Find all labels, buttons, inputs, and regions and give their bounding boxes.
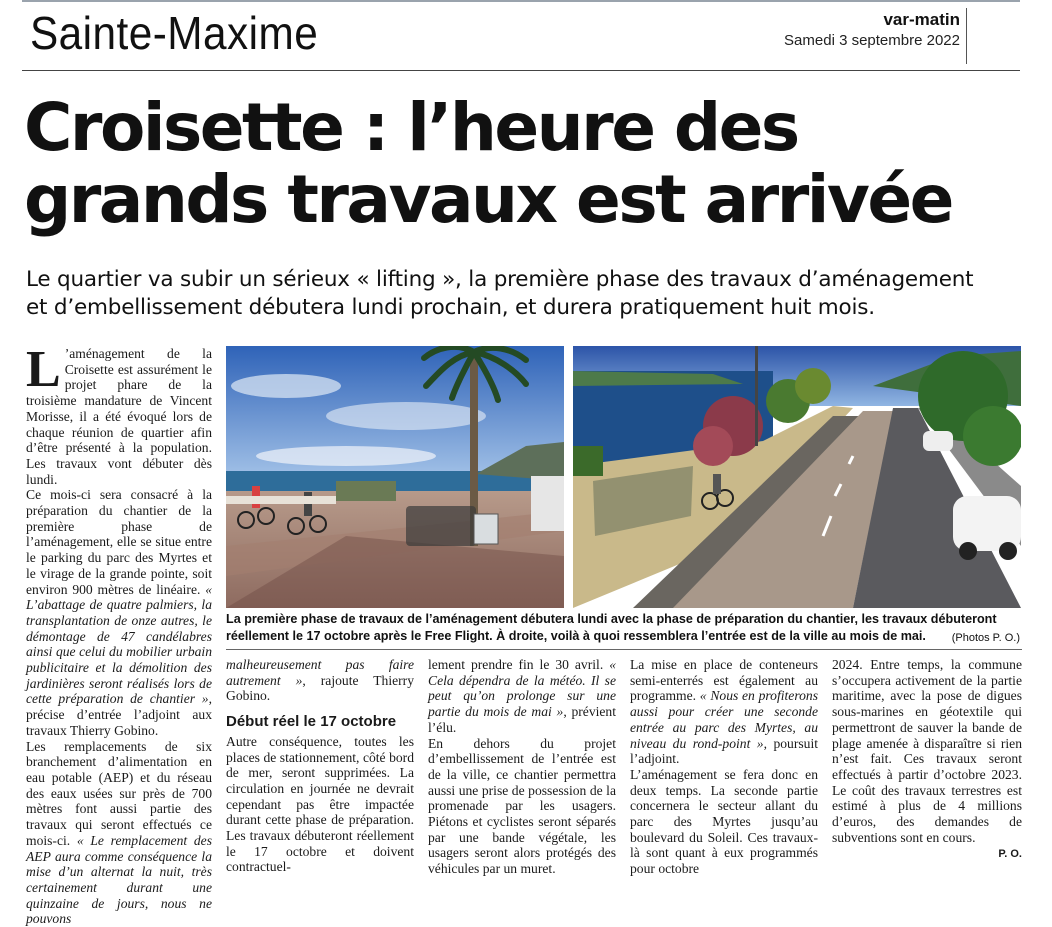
paragraph: Les remplacements de six branchement d’alimentation en eau potable (AEP) et du réseau des eaux usées sur près de 700 mètres font aussi partie des travaux qui seront effectués ce mois-ci. « Le remplacement des AEP aura comme conséquence la mise d’un alternat la nuit, très certainement durant une quinzaine de jours, nous ne pouvons (26, 738, 212, 927)
paragraph: Autre conséquence, toutes les places de stationnement, côté bord de mer, seront supprimées. La circulation en journée ne devrait cependant pas être impactée durant cette phase de préparation. Les travaux débuteront réellement le 17 octobre et doivent contractuel- (226, 733, 414, 875)
photo-croisette-current (226, 346, 564, 608)
article-column-5 (832, 657, 1022, 863)
rendering-illustration (573, 346, 1021, 608)
article-column-3 (428, 657, 616, 877)
paragraph: La mise en place de conteneurs semi-enterrés est également au programme. « Nous en profiterons aussi pour créer une seconde entrée au parc des Myrtes, au niveau du rond-point », poursuit l’adjoint. (630, 657, 819, 767)
paragraph: L’aménagement se fera donc en deux temps. La seconde partie concernera le secteur allant du parc des Myrtes jusqu’au boulevard du Soleil. Ces travaux-là sont quant à eux programmés pour octobre (630, 766, 818, 877)
paragraph: lement prendre fin le 30 avril. « Cela dépendra de la météo. Il se peut qu’on prolonge sur une partie du mois de mai », prévient l’élu. (428, 657, 616, 735)
paragraph: L ’aménagement de la Croisette est assurément le projet phare de la troisième mandature de Vincent Morisse, il a été évoqué lors de chaque réunion de quartier afin d’être présenté à la population. Les travaux vont débuter dès lundi. (26, 341, 212, 487)
paragraph: Ce mois-ci sera consacré à la préparation du chantier de la première phase de l’aménagement, elle se situe entre le parking du parc des Myrtes et le virage de la grande pointe, soit environ 900 mètres de linéaire. « L’abattage de quatre palmiers, la transplantation de onze autres, le démontage de 47 candélabres ainsi que celui du mobilier urbain publicitaire et la démolition des jardinières seront réalisés lors de cette préparation de chantier », précise d’entrée l’adjoint aux travaux Thierry Gobino. (26, 487, 212, 738)
standfirst (26, 266, 1026, 322)
subheading: Début réel le 17 octobre (226, 713, 397, 731)
drop-cap: L (26, 341, 61, 398)
paragraph: 2024. Entre temps, la commune s’occupera activement de la partie maritime, avec la pose de digues sous-marines en géotextile qui permettront de sauver la bande de plage amenée à disparaître si rien n’est fait. Ces travaux seront effectués à partir d’octobre 2023. Le coût des travaux terrestres est estimé à plus de 4 millions d’euros, des demandes de subventions sont en cours. (832, 657, 1022, 845)
caption-rule (226, 649, 1022, 650)
headline (24, 89, 1034, 238)
photo-caption: La première phase de travaux de l’aménagement débutera lundi avec la phase de préparation du chantier, les travaux débuteront réellement le 17 octobre après le Free Flight. À droite, voilà à quoi ressemblera l’entrée est de la ville au mois de mai. (Photos P. O.) (226, 611, 1026, 646)
newspaper-name: var-matin (883, 10, 960, 29)
headline-line-2: grands travaux est arrivée (24, 161, 952, 238)
paragraph: malheureusement pas faire autrement », rajoute Thierry Gobino. (226, 657, 414, 704)
standfirst-line-1: Le quartier va subir un sérieux « lifting », la première phase des travaux d’aménagement (26, 267, 974, 292)
photo-project-rendering (573, 346, 1021, 608)
standfirst-line-2: et d’embellissement débutera lundi prochain, et durera pratiquement huit mois. (26, 295, 875, 320)
photo-credit: (Photos P. O.) (951, 631, 1020, 644)
publication-date: Samedi 3 septembre 2022 (784, 32, 960, 49)
header-divider (966, 8, 967, 64)
paragraph: En dehors du projet d’embellissement de l’entrée est de la ville, ce chantier permettra aussi une prise de possession de la promenade par les usagers. Piétons et cyclistes seront séparés par une bande végétale, les usagers seront alors protégés des véhicules par un muret. (428, 735, 616, 877)
article-column-1 (26, 341, 212, 927)
headline-line-1: Croisette : l’heure des (24, 89, 798, 166)
section-title: Sainte-Maxime (30, 7, 319, 59)
seafront-photo-illustration (226, 346, 564, 608)
header-rule (22, 70, 1020, 71)
article-column-4 (630, 657, 818, 877)
signature: P. O. (998, 848, 1022, 861)
article-column-2 (226, 657, 414, 875)
top-rule (22, 0, 1020, 2)
